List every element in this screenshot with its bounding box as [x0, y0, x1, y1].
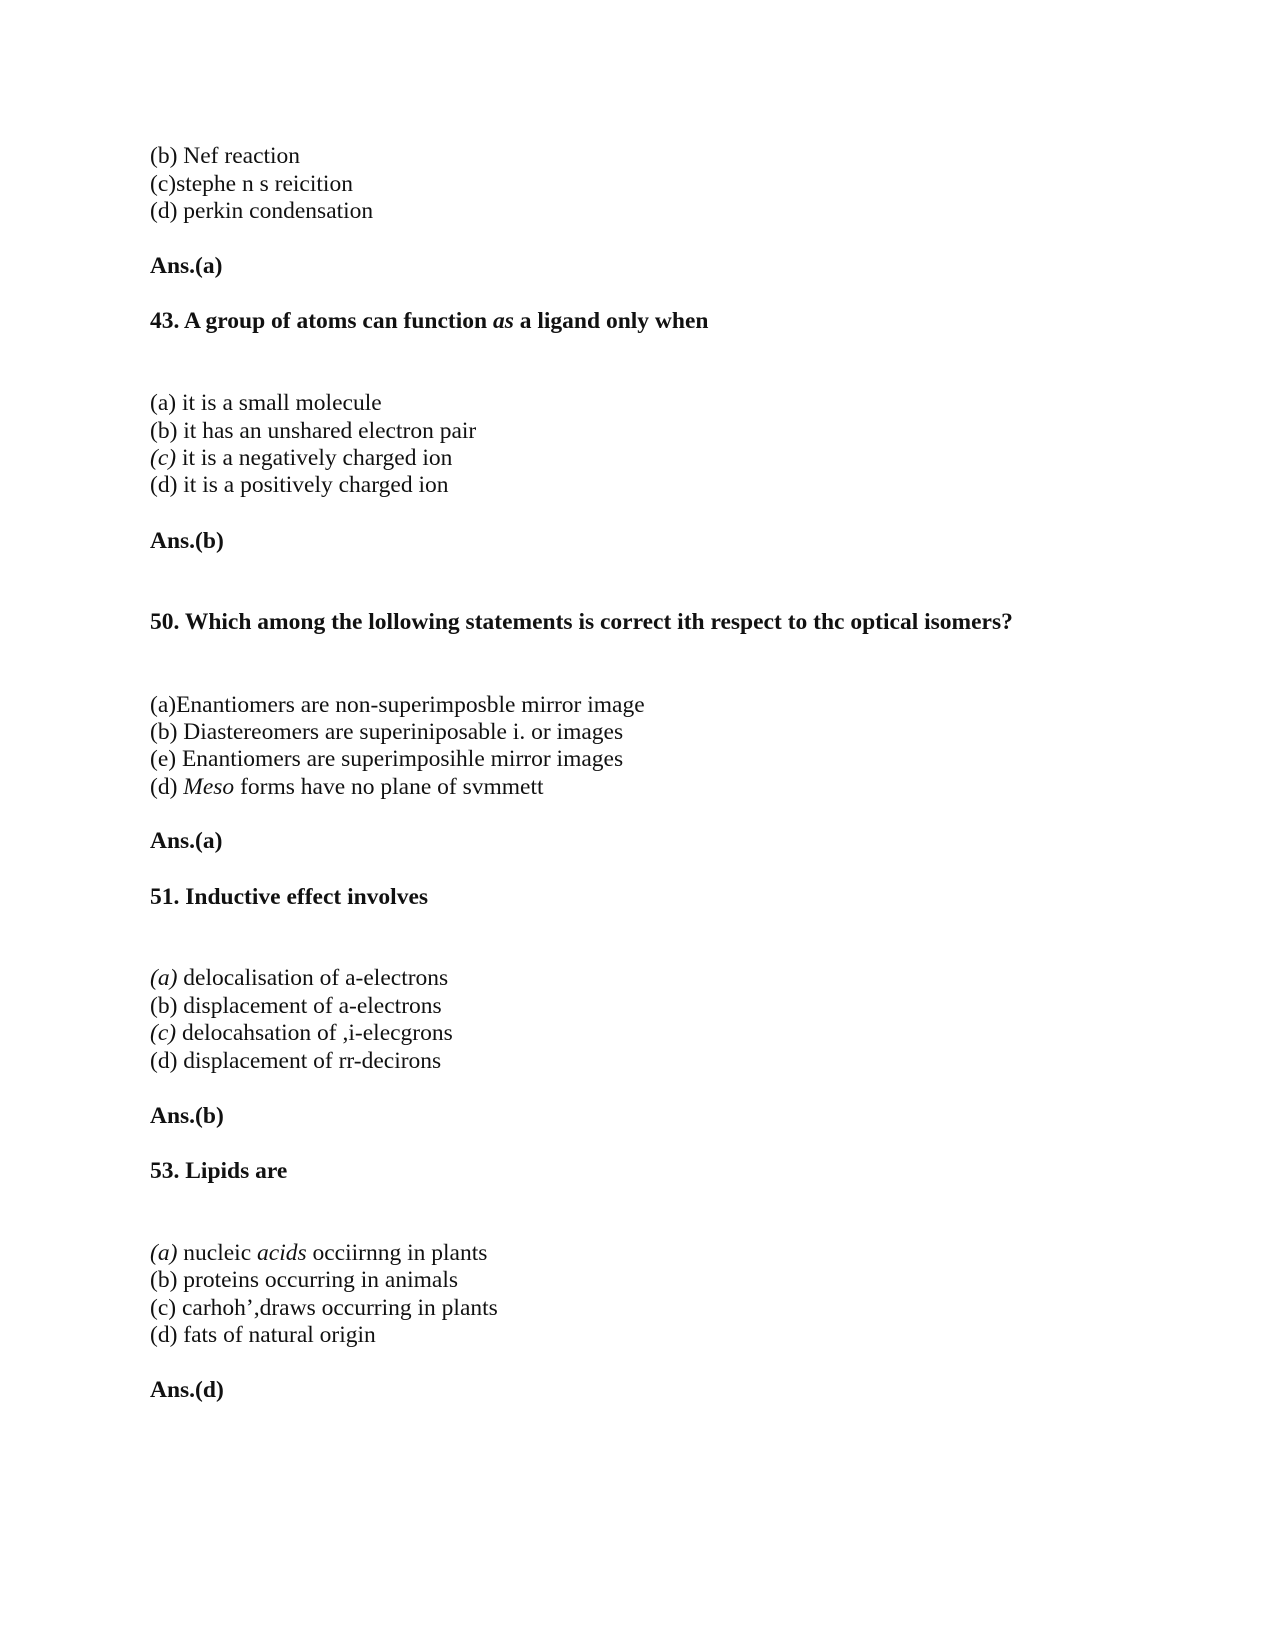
question-title-italic: as	[492, 308, 514, 334]
option-c: (e) Enantiomers are superimposihle mirror images	[150, 746, 624, 772]
option-italic: Meso	[183, 774, 235, 800]
option-text: delocahsation of ,i-elecgrons	[176, 1020, 453, 1046]
option-italic: acids	[257, 1240, 307, 1266]
option-b: (b) proteins occurring in animals	[150, 1267, 459, 1293]
answer: Ans.(b)	[150, 528, 224, 554]
option-d: (d) it is a positively charged ion	[150, 472, 449, 498]
question-51-title: 51. Inductive effect involves	[150, 884, 429, 910]
option-label: (c)	[150, 445, 177, 471]
option-d: (d) perkin condensation	[150, 198, 374, 224]
option-b: (b) Nef reaction	[150, 143, 301, 169]
answer: Ans.(b)	[150, 1103, 224, 1129]
option-label: (d)	[150, 774, 184, 800]
answer: Ans.(a)	[150, 828, 223, 854]
option-b: (b) it has an unshared electron pair	[150, 418, 477, 444]
option-label: (a)	[150, 965, 178, 991]
option-a	[150, 1239, 487, 1267]
option-a	[150, 964, 448, 992]
question-50-title: 50. Which among the lollowing statements is correct ith respect to thc optical isomers?	[150, 609, 1013, 635]
option-b: (b) Diastereomers are superiniposable i. or images	[150, 719, 624, 745]
option-text: nucleic	[177, 1240, 258, 1266]
option-b: (b) displacement of a-electrons	[150, 993, 442, 1019]
option-d: (d) displacement of rr-decirons	[150, 1048, 442, 1074]
question-53-title: 53. Lipids are	[150, 1158, 288, 1184]
option-a: (a) it is a small molecule	[150, 390, 382, 416]
option-d	[150, 773, 544, 801]
question-title-text: 43. A group of atoms can function	[150, 308, 493, 334]
answer: Ans.(d)	[150, 1377, 224, 1403]
question-43-title	[150, 307, 708, 335]
answer: Ans.(a)	[150, 253, 223, 279]
option-a: (a)Enantiomers are non-superimposble mirror image	[150, 692, 645, 718]
option-label: (a)	[150, 1240, 178, 1266]
option-d: (d) fats of natural origin	[150, 1322, 376, 1348]
option-label: (c)	[150, 1020, 177, 1046]
question-title-text: a ligand only when	[513, 308, 709, 334]
option-text: occiirnng in plants	[306, 1240, 488, 1266]
option-text: it is a negatively charged ion	[176, 445, 453, 471]
option-c	[150, 444, 452, 472]
option-text: forms have no plane of svmmett	[234, 774, 544, 800]
option-c: (c) carhoh’,draws occurring in plants	[150, 1295, 498, 1321]
option-c	[150, 1019, 453, 1047]
option-c: (c)stephe n s reicition	[150, 171, 353, 197]
option-text: delocalisation of a-electrons	[177, 965, 449, 991]
